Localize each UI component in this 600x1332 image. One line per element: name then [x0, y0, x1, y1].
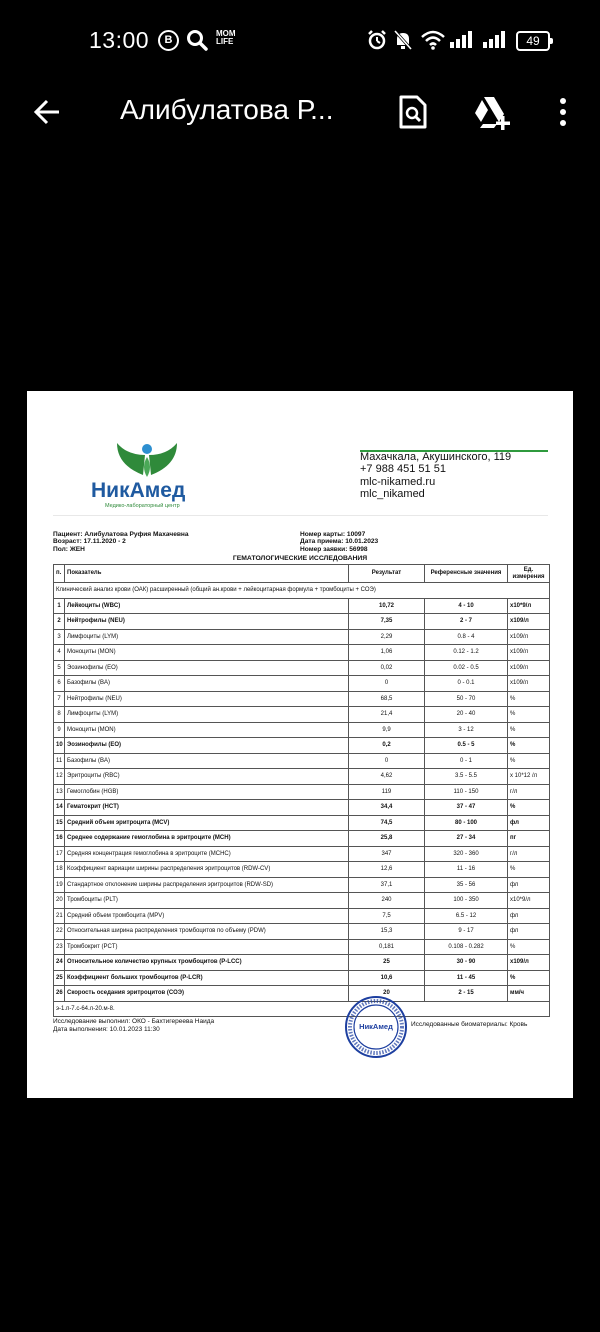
row-ref: 2 - 15 [425, 986, 508, 1002]
header-divider [53, 515, 548, 516]
row-result: 1,06 [349, 645, 425, 661]
note-row [54, 1001, 550, 1017]
order-info [300, 531, 378, 553]
table-row [54, 862, 550, 878]
row-result: 240 [349, 893, 425, 909]
row-result: 0,181 [349, 939, 425, 955]
row-num: 14 [54, 800, 65, 816]
row-ref: 50 - 70 [425, 691, 508, 707]
row-name: Лейкоциты (WBC) [65, 598, 349, 614]
table-row [54, 986, 550, 1002]
row-unit: % [508, 753, 550, 769]
row-result: 15,3 [349, 924, 425, 940]
row-unit: % [508, 800, 550, 816]
row-num: 7 [54, 691, 65, 707]
row-name: Среднее содержание гемоглобина в эритроците (MCH) [65, 831, 349, 847]
row-unit: пг [508, 831, 550, 847]
row-ref: 37 - 47 [425, 800, 508, 816]
header-name: Показатель [65, 565, 349, 583]
row-ref: 80 - 100 [425, 815, 508, 831]
table-row [54, 676, 550, 692]
row-ref: 0.8 - 4 [425, 629, 508, 645]
row-num: 5 [54, 660, 65, 676]
row-ref: 3 - 12 [425, 722, 508, 738]
row-ref: 0.108 - 0.282 [425, 939, 508, 955]
row-result: 25,8 [349, 831, 425, 847]
row-ref: 9 - 17 [425, 924, 508, 940]
row-result: 25 [349, 955, 425, 971]
row-name: Коэффициент вариации ширины распределения эритроцитов (RDW-CV) [65, 862, 349, 878]
row-num: 12 [54, 769, 65, 785]
row-ref: 3.5 - 5.5 [425, 769, 508, 785]
add-to-drive-button[interactable] [472, 92, 512, 132]
row-result: 21,4 [349, 707, 425, 723]
row-num: 1 [54, 598, 65, 614]
results-table [53, 564, 550, 1017]
row-ref: 30 - 90 [425, 955, 508, 971]
alarm-icon [366, 29, 388, 51]
table-row [54, 939, 550, 955]
row-ref: 0 - 1 [425, 753, 508, 769]
row-num: 19 [54, 877, 65, 893]
row-result: 7,5 [349, 908, 425, 924]
row-result: 2,29 [349, 629, 425, 645]
row-ref: 4 - 10 [425, 598, 508, 614]
row-num: 4 [54, 645, 65, 661]
row-name: Гематокрит (HCT) [65, 800, 349, 816]
row-unit: x109/л [508, 660, 550, 676]
performed-date: Дата выполнения: 10.01.2023 11:30 [53, 1026, 160, 1033]
signal-2-icon [482, 29, 508, 51]
row-name: Нейтрофилы (NEU) [65, 691, 349, 707]
row-unit: x10*9/л [508, 893, 550, 909]
row-result: 119 [349, 784, 425, 800]
row-result: 0 [349, 753, 425, 769]
battery-indicator: 49 [516, 31, 550, 51]
row-result: 0,2 [349, 738, 425, 754]
table-row [54, 831, 550, 847]
row-name: Лимфоциты (LYM) [65, 629, 349, 645]
section-title: ГЕМАТОЛОГИЧЕСКИЕ ИССЛЕДОВАНИЯ [232, 555, 368, 562]
row-result: 20 [349, 986, 425, 1002]
row-num: 13 [54, 784, 65, 800]
row-num: 3 [54, 629, 65, 645]
patient-age: Возраст: 17.11.2020 - 2 [53, 538, 126, 546]
row-num: 20 [54, 893, 65, 909]
table-row [54, 722, 550, 738]
row-unit: x109/л [508, 645, 550, 661]
row-unit: x10*9/л [508, 598, 550, 614]
row-result: 10,6 [349, 970, 425, 986]
table-row [54, 846, 550, 862]
logo-text: НикАмед [91, 479, 186, 502]
row-ref: 11 - 45 [425, 970, 508, 986]
row-result: 68,5 [349, 691, 425, 707]
row-unit: фл [508, 877, 550, 893]
table-header-row [54, 565, 550, 583]
row-unit: x 10*12 /л [508, 769, 550, 785]
row-result: 0 [349, 676, 425, 692]
table-row [54, 645, 550, 661]
row-name: Средний объем тромбоцита (MPV) [65, 908, 349, 924]
row-num: 23 [54, 939, 65, 955]
patient-info [53, 531, 189, 553]
table-row [54, 660, 550, 676]
row-name: Моноциты (MON) [65, 645, 349, 661]
patient-name: Пациент: Алибулатова Руфия Махачевна [53, 531, 189, 538]
table-row [54, 629, 550, 645]
row-result: 347 [349, 846, 425, 862]
row-name: Стандартное отклонение ширины распределения эритроцитов (RDW-SD) [65, 877, 349, 893]
header-unit: Ед. измерения [508, 565, 550, 583]
row-result: 10,72 [349, 598, 425, 614]
row-ref: 110 - 150 [425, 784, 508, 800]
table-row [54, 815, 550, 831]
row-num: 17 [54, 846, 65, 862]
row-name: Базофилы (BA) [65, 676, 349, 692]
row-unit: % [508, 970, 550, 986]
status-bar [0, 0, 600, 80]
row-unit: x109/л [508, 676, 550, 692]
row-name: Гемоглобин (HGB) [65, 784, 349, 800]
row-num: 26 [54, 986, 65, 1002]
row-result: 12,6 [349, 862, 425, 878]
row-num: 16 [54, 831, 65, 847]
table-row [54, 924, 550, 940]
row-result: 7,35 [349, 614, 425, 630]
footer-performed [53, 1018, 214, 1034]
row-ref: 0.02 - 0.5 [425, 660, 508, 676]
more-options-button[interactable] [543, 92, 583, 132]
row-num: 9 [54, 722, 65, 738]
row-unit: % [508, 862, 550, 878]
row-result: 37,1 [349, 877, 425, 893]
row-name: Лимфоциты (LYM) [65, 707, 349, 723]
row-unit: x109/л [508, 955, 550, 971]
row-unit: % [508, 691, 550, 707]
mute-bell-icon [393, 29, 413, 51]
row-name: Относительная ширина распределения тромбоцитов по объему (PDW) [65, 924, 349, 940]
wifi-icon [420, 29, 446, 51]
document-page[interactable] [27, 391, 573, 1098]
row-name: Относительное количество крупных тромбоцитов (P-LCC) [65, 955, 349, 971]
visit-date: Дата приема: 10.01.2023 [300, 538, 379, 546]
row-num: 24 [54, 955, 65, 971]
row-unit: % [508, 939, 550, 955]
row-ref: 0.12 - 1.2 [425, 645, 508, 661]
signal-1-icon [449, 29, 473, 51]
contact-site: mlc-nikamed.ru [360, 475, 436, 488]
row-unit: фл [508, 924, 550, 940]
row-name: Нейтрофилы (NEU) [65, 614, 349, 630]
row-num: 18 [54, 862, 65, 878]
more-vert-icon [558, 97, 568, 127]
row-unit: x109/л [508, 629, 550, 645]
status-time: 13:00 [89, 27, 150, 53]
row-unit: фл [508, 815, 550, 831]
row-name: Средняя концентрация гемоглобина в эритроците (MCHC) [65, 846, 349, 862]
contact-phone: +7 988 451 51 51 [360, 463, 446, 476]
row-name: Тромбоциты (PLT) [65, 893, 349, 909]
contacts-block [360, 451, 511, 500]
table-row [54, 753, 550, 769]
search-notification-icon [186, 29, 208, 51]
row-unit: мм/ч [508, 986, 550, 1002]
table-row [54, 769, 550, 785]
row-result: 0,02 [349, 660, 425, 676]
row-name: Коэффициент больших тромбоцитов (P-LCR) [65, 970, 349, 986]
row-result: 34,4 [349, 800, 425, 816]
logo-subtitle: Медико-лабораторный центр [105, 503, 180, 509]
row-name: Базофилы (BA) [65, 753, 349, 769]
table-row [54, 614, 550, 630]
card-number: Номер карты: 10097 [300, 531, 366, 538]
row-result: 9,9 [349, 722, 425, 738]
formula-note: э-1.п-7.с-64.л-20.м-8. [54, 1001, 550, 1017]
row-unit: г/л [508, 784, 550, 800]
drive-add-icon [472, 94, 512, 130]
b-app-icon: B [158, 30, 179, 51]
row-ref: 100 - 350 [425, 893, 508, 909]
row-ref: 2 - 7 [425, 614, 508, 630]
row-num: 6 [54, 676, 65, 692]
table-row [54, 800, 550, 816]
row-ref: 35 - 56 [425, 877, 508, 893]
row-name: Эозинофилы (EO) [65, 738, 349, 754]
search-in-document-button[interactable] [393, 92, 433, 132]
table-row [54, 908, 550, 924]
row-num: 11 [54, 753, 65, 769]
row-ref: 11 - 16 [425, 862, 508, 878]
app-bar [0, 80, 600, 142]
row-result: 4,62 [349, 769, 425, 785]
analysis-name-row [54, 583, 550, 599]
back-button[interactable] [27, 92, 67, 132]
header-result: Результат [349, 565, 425, 583]
analysis-name: Клинический анализ крови (ОАК) расширенный (общий ан.крови + лейкоцитарная формула + тромбоциты + СОЭ) [54, 583, 550, 599]
header-num: п. [54, 565, 65, 583]
row-unit: x109/л [508, 614, 550, 630]
patient-sex: Пол: ЖЕН [53, 545, 85, 553]
row-unit: % [508, 738, 550, 754]
stamp-text: НикАмед [359, 1022, 393, 1031]
performed-by: Исследование выполнил: ОКО - Бахтигереева Наида [53, 1018, 215, 1025]
table-row [54, 955, 550, 971]
row-name: Тромбокрит (PCT) [65, 939, 349, 955]
row-num: 15 [54, 815, 65, 831]
row-ref: 0 - 0.1 [425, 676, 508, 692]
row-unit: % [508, 722, 550, 738]
row-name: Средний объем эритроцита (MCV) [65, 815, 349, 831]
row-name: Эозинофилы (EO) [65, 660, 349, 676]
row-ref: 20 - 40 [425, 707, 508, 723]
table-row [54, 893, 550, 909]
table-row [54, 691, 550, 707]
document-title: Алибулатова Р... [120, 94, 334, 125]
row-num: 21 [54, 908, 65, 924]
row-ref: 320 - 360 [425, 846, 508, 862]
row-num: 22 [54, 924, 65, 940]
row-ref: 27 - 34 [425, 831, 508, 847]
row-num: 25 [54, 970, 65, 986]
mom-life-icon: MOM LIFE [216, 29, 236, 46]
header-ref: Референсные значения [425, 565, 508, 583]
row-name: Моноциты (MON) [65, 722, 349, 738]
row-name: Скорость оседания эритроцитов (СОЭ) [65, 986, 349, 1002]
order-number: Номер заявки: 56998 [300, 545, 368, 553]
contact-address: Махачкала, Акушинского, 119 [360, 451, 512, 463]
table-row [54, 598, 550, 614]
table-row [54, 784, 550, 800]
row-unit: г/л [508, 846, 550, 862]
table-row [54, 707, 550, 723]
table-row [54, 738, 550, 754]
row-unit: фл [508, 908, 550, 924]
row-ref: 6.5 - 12 [425, 908, 508, 924]
table-row [54, 877, 550, 893]
row-result: 74,5 [349, 815, 425, 831]
row-name: Эритроциты (RBC) [65, 769, 349, 785]
document-search-icon [398, 95, 428, 129]
row-ref: 0.5 - 5 [425, 738, 508, 754]
contact-social: mlc_nikamed [360, 487, 425, 500]
biomaterial: Исследованные биоматериалы: Кровь [411, 1021, 528, 1028]
row-num: 2 [54, 614, 65, 630]
row-unit: % [508, 707, 550, 723]
table-row [54, 970, 550, 986]
row-num: 10 [54, 738, 65, 754]
row-num: 8 [54, 707, 65, 723]
arrow-left-icon [32, 97, 62, 127]
